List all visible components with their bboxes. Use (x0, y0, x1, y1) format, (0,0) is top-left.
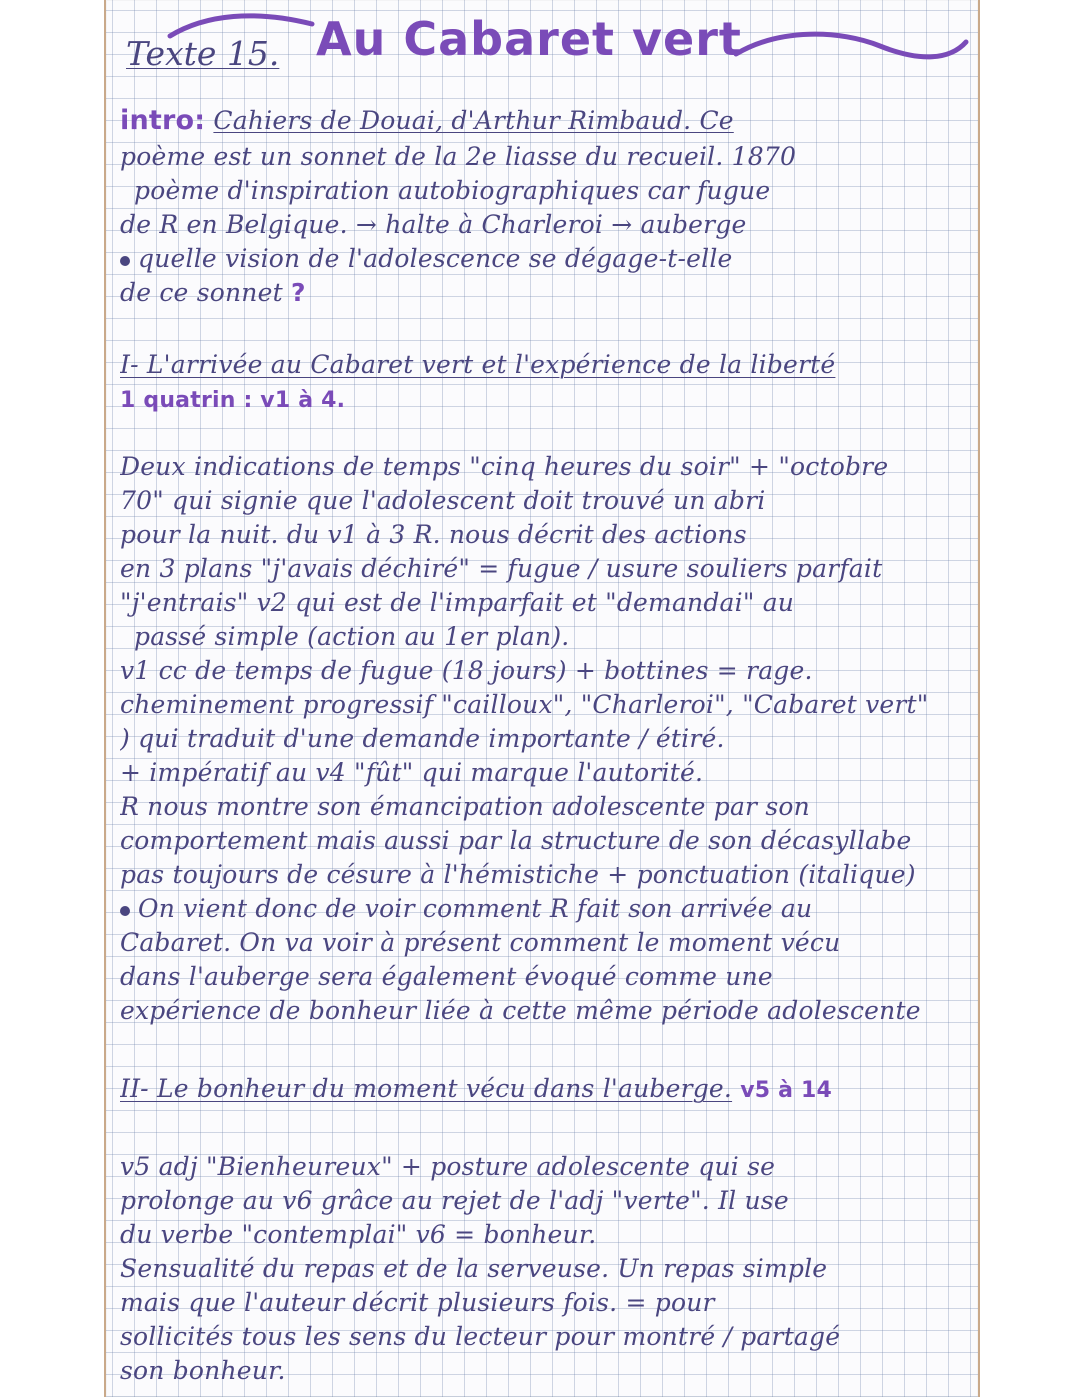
section-1-title: I- L'arrivée au Cabaret vert et l'expérience de la liberté (120, 350, 836, 379)
section-2-line: son bonheur. (120, 1356, 286, 1385)
page-header (120, 6, 970, 76)
intro-question-end: de ce sonnet (120, 278, 283, 307)
intro-line-3: poème d'inspiration autobiographiques car fugue (134, 176, 771, 205)
intro-line-6 (120, 276, 970, 310)
section-2-line: prolonge au v6 grâce au rejet de l'adj "verte". Il use (120, 1186, 789, 1215)
left-swoosh-decoration (166, 6, 316, 46)
section-1-transition-text: On vient donc de voir comment R fait son arrivée au (138, 894, 813, 923)
right-swoosh-decoration (730, 24, 970, 74)
question-mark: ? (290, 278, 306, 307)
section-2-heading (120, 1072, 970, 1108)
section-1-line: passé simple (action au 1er plan). (134, 622, 570, 651)
section-1-line: 70" qui signie que l'adolescent doit trouvé un abri (120, 486, 766, 515)
section-1-line: en 3 plans "j'avais déchiré" = fugue / usure souliers parfait (120, 554, 883, 583)
section-1-subtitle: 1 quatrin : v1 à 4. (120, 388, 346, 413)
section-1-line: cheminement progressif "cailloux", "Charleroi", "Cabaret vert" (120, 690, 929, 719)
section-1-line: R nous montre son émancipation adolescente par son (120, 792, 810, 821)
intro-text-1: Cahiers de Douai, d'Arthur Rimbaud. Ce (213, 106, 734, 135)
section-1-line: ) qui traduit d'une demande importante / étiré. (120, 724, 725, 753)
section-1-line: comportement mais aussi par la structure de son décasyllabe (120, 826, 912, 855)
texte-number-label: Texte 15. (126, 34, 280, 73)
bullet-dot (120, 906, 130, 916)
page-title: Au Cabaret vert (316, 12, 742, 66)
section-2-title: II- Le bonheur du moment vécu dans l'auberge. (120, 1074, 733, 1103)
section-2-line: mais que l'auteur décrit plusieurs fois. = pour (120, 1288, 715, 1317)
notebook-page (104, 0, 980, 1397)
intro-question-text: quelle vision de l'adolescence se dégage-t-elle (138, 244, 733, 273)
section-1-line: dans l'auberge sera également évoqué comme une (120, 962, 773, 991)
section-2-line: Sensualité du repas et de la serveuse. Un repas simple (120, 1254, 828, 1283)
section-2-line: du verbe "contemplai" v6 = bonheur. (120, 1220, 597, 1249)
bullet-dot (120, 256, 130, 266)
section-2-verse-marker: v5 à 14 (740, 1078, 833, 1103)
intro-line-4: de R en Belgique. → halte à Charleroi → auberge (120, 210, 747, 239)
intro-label: intro: (120, 105, 206, 136)
section-1-line: v1 cc de temps de fugue (18 jours) + bottines = rage. (120, 656, 813, 685)
intro-line-2: poème est un sonnet de la 2e liasse du recueil. 1870 (120, 142, 797, 171)
section-1-line: pour la nuit. du v1 à 3 R. nous décrit des actions (120, 520, 747, 549)
section-1-line: + impératif au v4 "fût" qui marque l'autorité. (120, 758, 704, 787)
section-1-line: "j'entrais" v2 qui est de l'imparfait et "demandai" au (120, 588, 795, 617)
section-1-line: pas toujours de césure à l'hémistiche + ponctuation (italique) (120, 860, 916, 889)
section-1-transition (120, 892, 970, 926)
section-2-line: sollicités tous les sens du lecteur pour montré / partagé (120, 1322, 841, 1351)
section-1-line: Deux indications de temps "cinq heures du soir" + "octobre (120, 452, 889, 481)
section-1-line: Cabaret. On va voir à présent comment le moment vécu (120, 928, 841, 957)
intro-line-5 (120, 242, 970, 276)
section-1-line: expérience de bonheur liée à cette même période adolescente (120, 996, 921, 1025)
intro-line-1 (120, 104, 970, 138)
section-2-line: v5 adj "Bienheureux" + posture adolescente qui se (120, 1152, 776, 1181)
